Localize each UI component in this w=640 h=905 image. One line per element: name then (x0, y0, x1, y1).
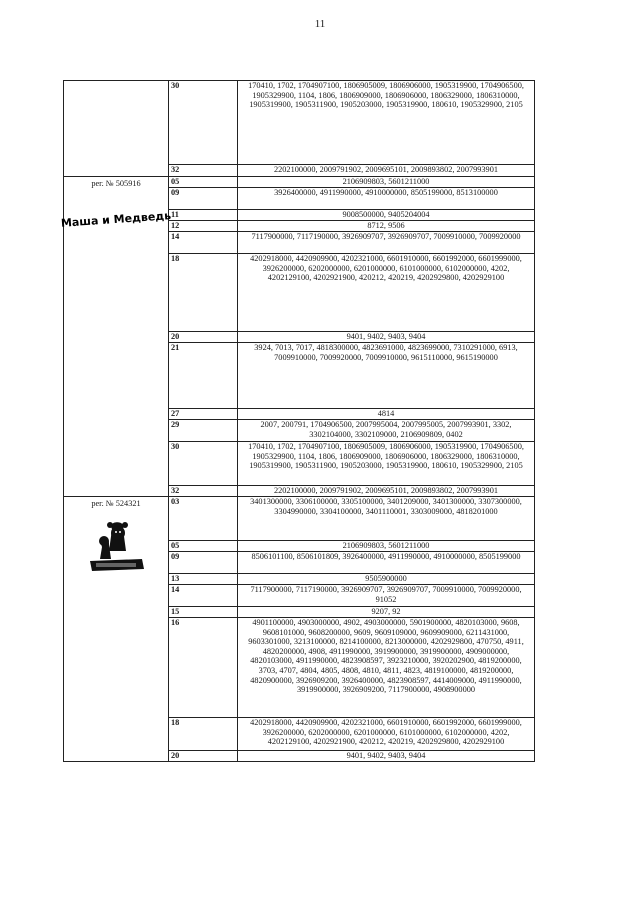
registration-number: рег. № 524321 (91, 499, 141, 508)
product-codes: 9008500000, 9405204004 (238, 210, 535, 221)
product-codes: 7117900000, 7117190000, 3926909707, 3926909707, 7009910000, 7009920000, 91052 (238, 585, 535, 607)
class-number: 18 (169, 254, 238, 332)
class-number: 03 (169, 497, 238, 541)
product-codes: 9401, 9402, 9403, 9404 (238, 751, 535, 762)
holder-cell (64, 497, 169, 762)
product-codes: 8506101100, 8506101809, 3926400000, 4911990000, 4910000000, 8505199000 (238, 552, 535, 574)
product-codes: 9401, 9402, 9403, 9404 (238, 332, 535, 343)
product-codes: 9505900000 (238, 574, 535, 585)
product-codes: 170410, 1702, 1704907100, 1806905009, 1806906000, 1905319900, 1704906500, 1905329900, 1104, 1806, 1806909000, 1806906000, 1806329000, 1806310000, 1905319900, 1905311900, 1905203000, 1905319900, 180610, 1905329900, 2105 (238, 442, 535, 486)
product-codes: 4202918000, 4420909900, 4202321000, 6601910000, 6601992000, 6601999000, 3926200000, 6202000000, 6201000000, 6101000000, 6102000000, 4202, 4202129100, 4202921900, 420212, 420219, 4202929800, 4202929100 (238, 254, 535, 332)
holder-cell (60, 177, 172, 497)
class-number: 27 (169, 409, 238, 420)
page-number: 11 (314, 18, 326, 30)
product-codes: 2007, 200791, 1704906500, 2007995004, 2007995005, 2007993901, 3302, 3302104000, 3302109000, 2106909809, 0402 (238, 420, 535, 442)
class-number: 12 (169, 221, 238, 232)
table-row (64, 81, 535, 165)
class-number: 32 (169, 165, 238, 177)
class-number: 30 (169, 442, 238, 486)
class-number: 30 (169, 81, 238, 165)
product-codes: 8712, 9506 (238, 221, 535, 232)
class-number: 14 (169, 232, 238, 254)
logo-text: Маша и Медведь (60, 208, 172, 230)
product-codes: 2106909803, 5601211000 (238, 541, 535, 552)
product-codes: 9207, 92 (238, 607, 535, 618)
product-codes: 4202918000, 4420909900, 4202321000, 6601910000, 6601992000, 6601999000, 3926200000, 6202000000, 6201000000, 6101000000, 6102000000, 4202, 4202129100, 4202921900, 420212, 420219, 4202929800, 4202929100 (238, 718, 535, 751)
product-codes: 3924, 7013, 7017, 4818300000, 4823691000, 4823699000, 7310291000, 6913, 7009910000, 7009920000, 7009910000, 9615110000, 9615190000 (238, 343, 535, 409)
product-codes: 2106909803, 5601211000 (238, 177, 535, 188)
class-number: 13 (169, 574, 238, 585)
product-codes: 4814 (238, 409, 535, 420)
class-number: 05 (169, 541, 238, 552)
product-codes: 3401300000, 3306100000, 3305100000, 3401209000, 3401300000, 3307300000, 3304990000, 3304100000, 3401110001, 3303009000, 4818201000 (238, 497, 535, 541)
masha-medved-logo (60, 203, 172, 233)
class-number: 15 (169, 607, 238, 618)
product-codes: 3926400000, 4911990000, 4910000000, 8505199000, 8513100000 (238, 188, 535, 210)
class-number: 21 (169, 343, 238, 409)
table-row (64, 497, 535, 541)
class-number: 18 (169, 718, 238, 751)
trademark-classes-table (60, 80, 535, 762)
product-codes: 2202100000, 2009791902, 2009695101, 2009893802, 2007993901 (238, 165, 535, 177)
masha-bear-logo-image (82, 515, 150, 575)
class-number: 20 (169, 751, 238, 762)
class-number: 05 (169, 177, 238, 188)
class-number: 20 (169, 332, 238, 343)
product-codes: 2202100000, 2009791902, 2009695101, 2009893802, 2007993901 (238, 486, 535, 497)
product-codes: 4901100000, 4903000000, 4902, 4903000000, 5901900000, 4820103000, 9608, 9608101000, 9608200000, 9609, 9609109000, 9609909000, 6211431000, 9603301000, 3213100000, 8214100000, 8213000000, 4202929800, 470750, 4911, 4820200000, 4908, 4911990000, 3919900000, 3919900000, 4909000000, 4820103000, 4911990000, 4823908597, 3923210000, 3920202900, 4819200000, 3703, 4707, 4804, 4805, 4808, 4810, 4811, 4823, 4819100000, 4819200000, 4820900000, 3926909200, 3926400000, 4823908597, 4414009000, 4911990000, 3919900000, 3926909200, 7117900000, 4908900000 (238, 618, 535, 718)
class-number: 09 (169, 188, 238, 210)
class-number: 11 (169, 210, 238, 221)
product-codes: 7117900000, 7117190000, 3926909707, 3926909707, 7009910000, 7009920000 (238, 232, 535, 254)
class-number: 14 (169, 585, 238, 607)
holder-cell (64, 81, 169, 177)
registration-number: рег. № 505916 (91, 179, 141, 188)
table-row (64, 177, 535, 188)
class-number: 32 (169, 486, 238, 497)
class-number: 09 (169, 552, 238, 574)
class-number: 29 (169, 420, 238, 442)
class-number: 16 (169, 618, 238, 718)
product-codes: 170410, 1702, 1704907100, 1806905009, 1806906000, 1905319900, 1704906500, 1905329900, 1104, 1806, 1806909000, 1806906000, 1806329000, 1806310000, 1905319900, 1905311900, 1905203000, 1905319900, 180610, 1905329900, 2105 (238, 81, 535, 165)
